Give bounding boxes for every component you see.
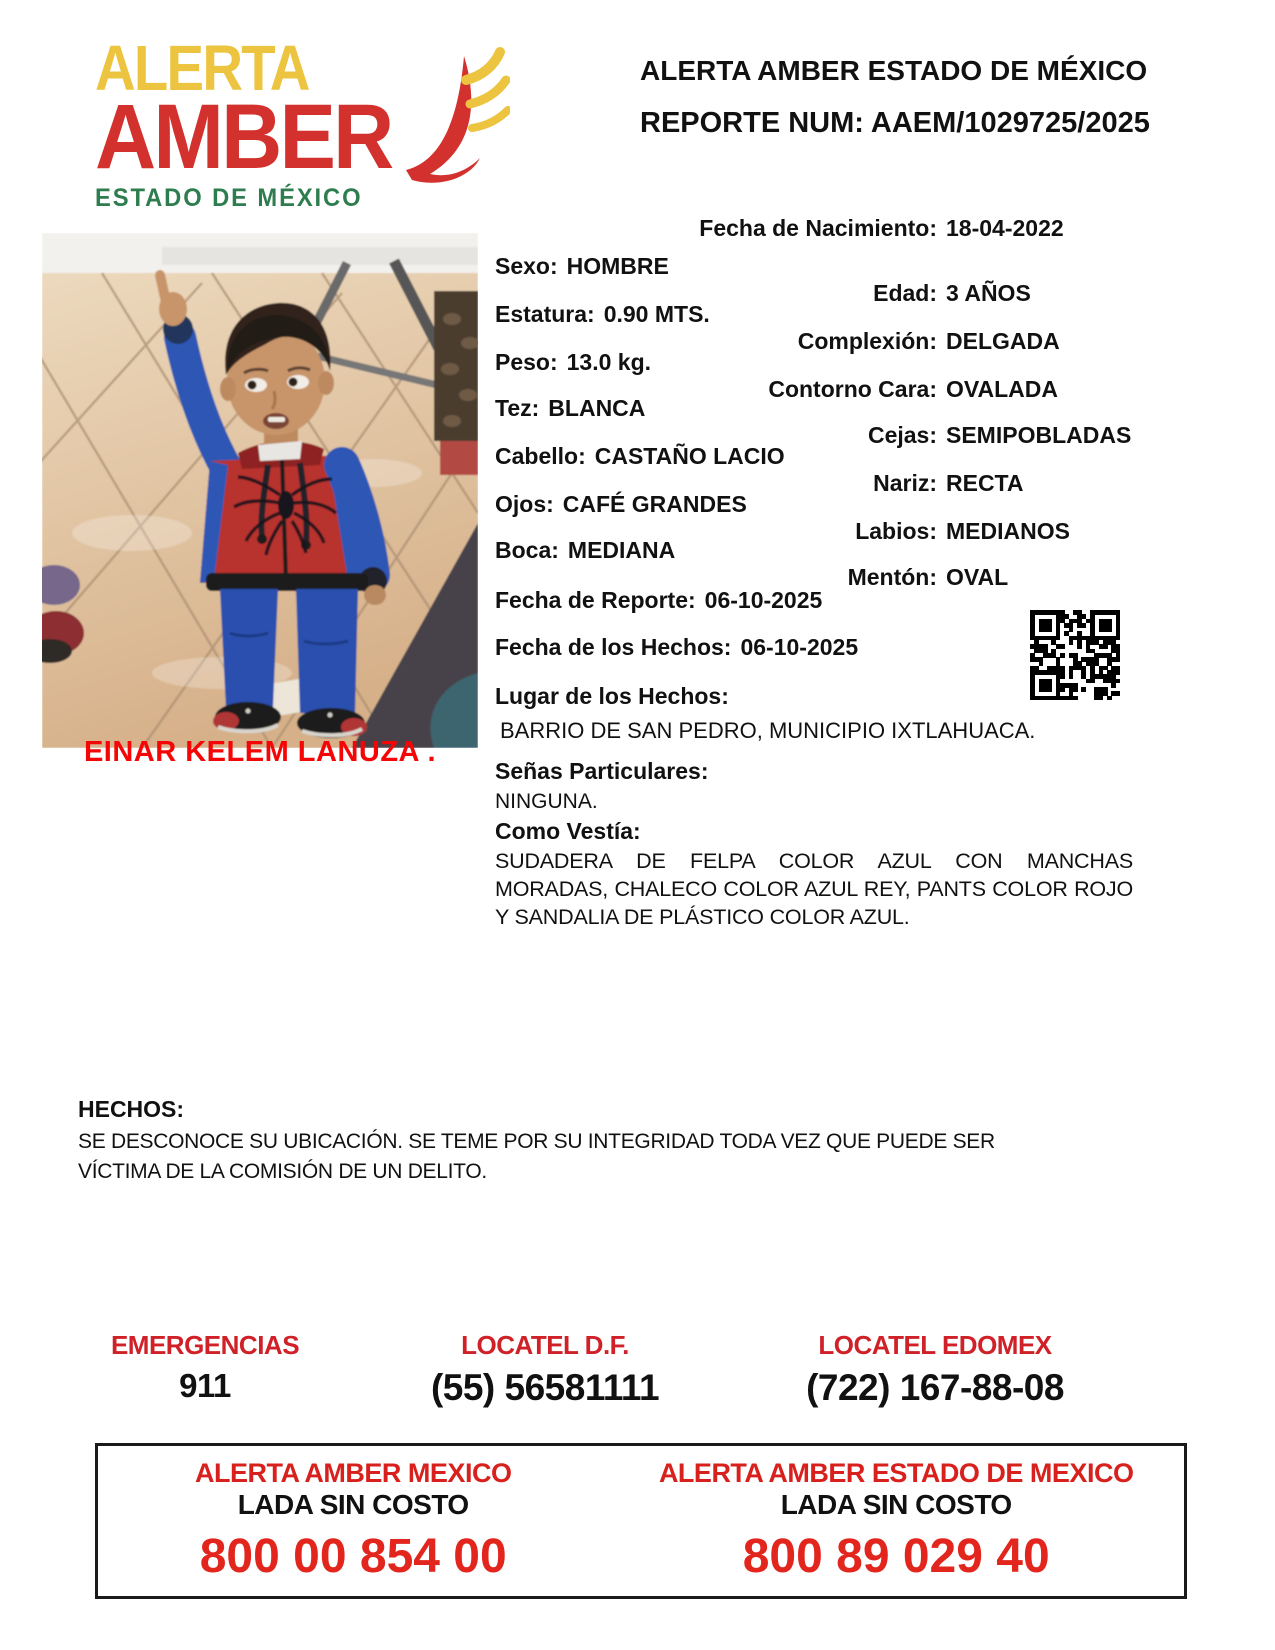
edad-value: 3 AÑOS (946, 280, 1031, 306)
logo-alerta-text: ALERTA (95, 32, 309, 104)
amber-edomex-contact (608, 1458, 1184, 1584)
tez-value: BLANCA (548, 395, 646, 421)
place-value: BARRIO DE SAN PEDRO, MUNICIPIO IXTLAHUACA. (500, 718, 1036, 743)
ojos-value: CAFÉ GRANDES (562, 491, 747, 517)
field-incident-date (495, 634, 858, 661)
amber-mexico-subtitle: LADA SIN COSTO (237, 1489, 469, 1520)
boca-value: MEDIANA (567, 537, 676, 563)
field-row-sexo-edad (495, 253, 1031, 306)
contorno-cara-value: OVALADA (946, 376, 1059, 402)
contact-locatel-df (355, 1330, 735, 1409)
sexo-label: Sexo: (495, 253, 558, 279)
missing-child-photo (42, 233, 478, 748)
marks-value: NINGUNA. (495, 790, 598, 813)
clothing-value: SUDADERA DE FELPA COLOR AZUL CON MANCHAS MORADAS, CHALECO COLOR AZUL REY, PANTS COLOR ROJO Y SANDALIA DE PLÁSTICO COLOR AZUL. (495, 849, 1133, 929)
logo-swoosh-icon (400, 38, 510, 188)
contact-emergencias (55, 1330, 355, 1409)
amber-mexico-contact (98, 1458, 608, 1584)
menton-value: OVAL (946, 564, 1009, 590)
contact-locatel-edomex (735, 1330, 1135, 1409)
peso-label: Peso: (495, 349, 558, 375)
complexion-label: Complexión: (797, 328, 937, 354)
birth-date-label: Fecha de Nacimiento: (699, 215, 937, 241)
field-report-date (495, 587, 822, 614)
qr-code (1030, 610, 1120, 700)
place-label: Lugar de los Hechos: (495, 683, 729, 709)
alerta-amber-logo (95, 32, 405, 213)
estatura-label: Estatura: (495, 301, 595, 327)
peso-value: 13.0 kg. (566, 349, 652, 375)
labios-label: Labios: (855, 518, 937, 544)
field-row-estatura-complexion (495, 301, 1060, 354)
tez-label: Tez: (495, 395, 540, 421)
field-clothing-label (495, 818, 641, 845)
amber-mexico-number: 800 00 854 00 (199, 1530, 507, 1583)
sexo-value: HOMBRE (566, 253, 669, 279)
report-number: REPORTE NUM: AAEM/1029725/2025 (640, 107, 1150, 139)
ojos-label: Ojos: (495, 491, 554, 517)
field-place-label (495, 683, 729, 710)
field-row-peso-contorno (495, 349, 1059, 402)
incident-date-label: Fecha de los Hechos: (495, 634, 732, 660)
field-marks-label (495, 758, 709, 785)
edad-label: Edad: (873, 280, 937, 306)
labios-value: MEDIANOS (946, 518, 1070, 544)
complexion-value: DELGADA (946, 328, 1060, 354)
facts-label: HECHOS: (78, 1096, 185, 1122)
locatel-edomex-number: (722) 167-88-08 (806, 1367, 1064, 1408)
nariz-value: RECTA (946, 470, 1024, 496)
cabello-value: CASTAÑO LACIO (594, 443, 785, 469)
emergencias-number: 911 (179, 1367, 231, 1404)
logo-estado-text: ESTADO DE MÉXICO (95, 184, 363, 212)
report-date-label: Fecha de Reporte: (495, 587, 696, 613)
emergency-contacts (55, 1330, 1145, 1409)
estatura-value: 0.90 MTS. (603, 301, 710, 327)
field-row-ojos-labios (495, 491, 1070, 544)
field-row-cabello-nariz (495, 443, 1024, 496)
cabello-label: Cabello: (495, 443, 586, 469)
marks-label: Señas Particulares: (495, 758, 709, 784)
locatel-edomex-label: LOCATEL EDOMEX (818, 1330, 1052, 1360)
facts-value: SE DESCONOCE SU UBICACIÓN. SE TEME POR SU INTEGRIDAD TODA VEZ QUE PUEDE SER VÍCTIMA DE LA COMISIÓN DE UN DELITO. (78, 1130, 995, 1183)
report-date-value: 06-10-2025 (704, 587, 823, 613)
amber-edomex-subtitle: LADA SIN COSTO (780, 1489, 1012, 1520)
locatel-df-label: LOCATEL D.F. (461, 1330, 629, 1360)
clothing-label: Como Vestía: (495, 818, 641, 844)
toll-free-box (95, 1443, 1187, 1599)
birth-date-value: 18-04-2022 (946, 215, 1064, 241)
cejas-label: Cejas: (867, 422, 937, 448)
nariz-label: Nariz: (873, 470, 937, 496)
amber-edomex-title: ALERTA AMBER ESTADO DE MEXICO (658, 1458, 1134, 1488)
cejas-value: SEMIPOBLADAS (946, 422, 1132, 448)
incident-date-value: 06-10-2025 (740, 634, 859, 660)
menton-label: Mentón: (847, 564, 937, 590)
boca-label: Boca: (495, 537, 559, 563)
header (640, 55, 1200, 140)
amber-mexico-title: ALERTA AMBER MEXICO (194, 1458, 512, 1488)
field-row-tez-cejas (495, 395, 1132, 448)
emergencias-label: EMERGENCIAS (110, 1330, 300, 1360)
locatel-df-number: (55) 56581111 (430, 1367, 660, 1408)
field-row-boca-menton (495, 537, 1009, 590)
page-title: ALERTA AMBER ESTADO DE MÉXICO (640, 55, 1148, 86)
amber-edomex-number: 800 89 029 40 (742, 1530, 1050, 1583)
logo-amber-text: AMBER (95, 86, 392, 188)
contorno-cara-label: Contorno Cara: (768, 376, 937, 402)
missing-child-name: EINAR KELEM LANUZA . (83, 736, 437, 768)
